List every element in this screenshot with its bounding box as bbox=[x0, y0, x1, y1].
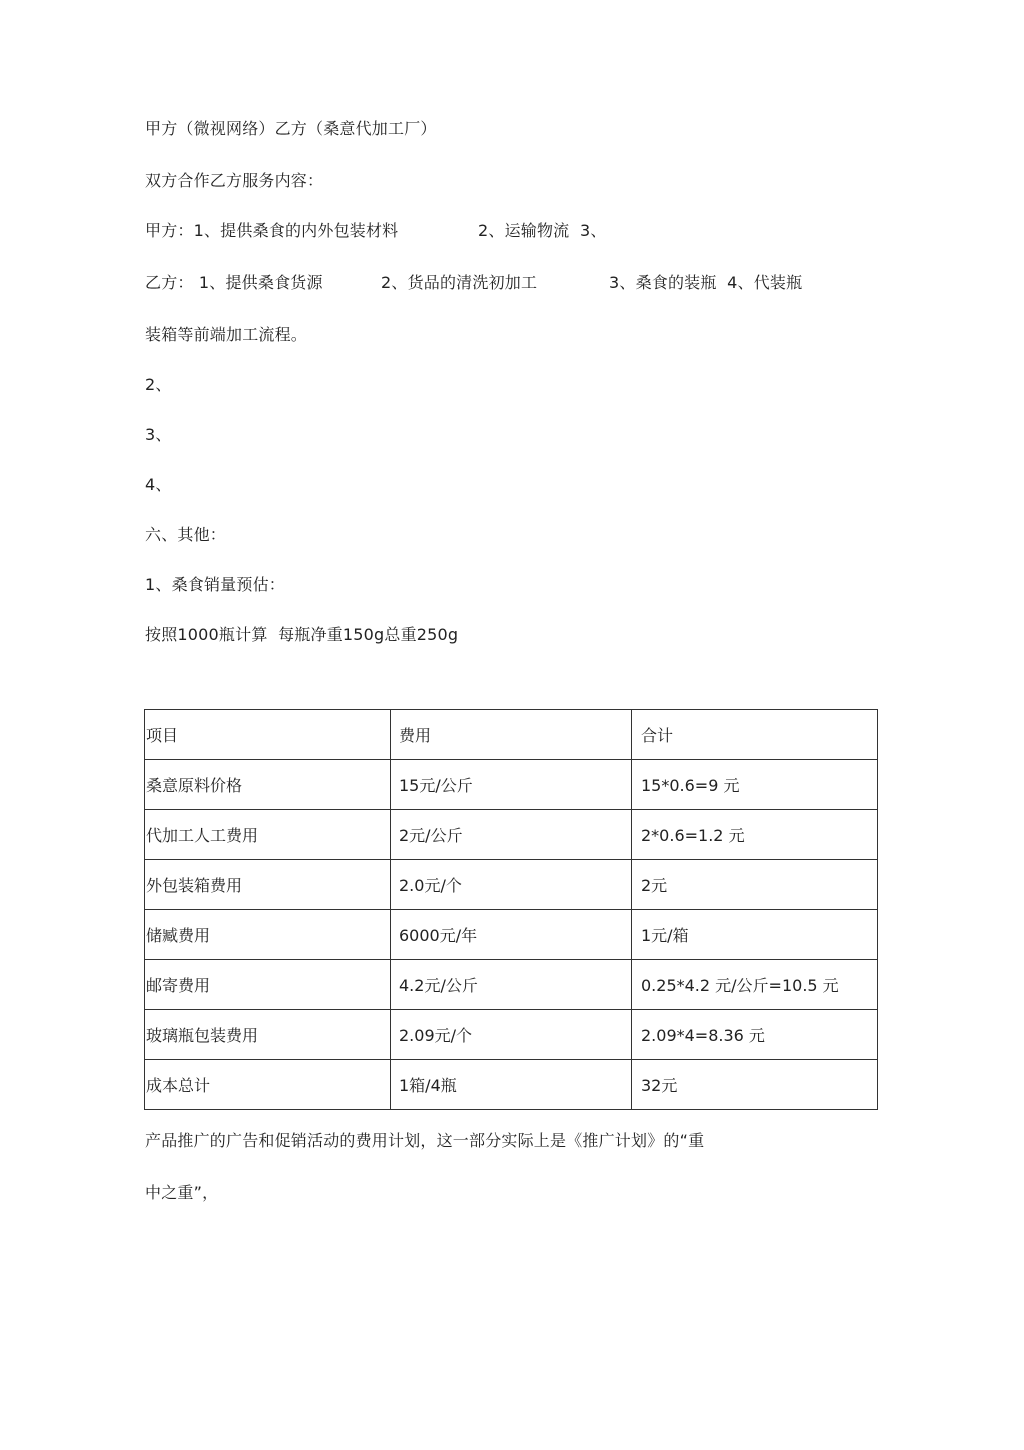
table-row-total bbox=[145, 1060, 878, 1110]
party-b-line bbox=[145, 273, 865, 293]
row-item-cell: 邮寄费用 bbox=[145, 960, 391, 1010]
table-row bbox=[145, 960, 878, 1010]
list-number-4: 4、 bbox=[145, 475, 172, 494]
cost-table bbox=[144, 709, 878, 1110]
calc-basis-line: 按照1000瓶计算 每瓶净重150g总重250g bbox=[145, 625, 459, 644]
table-row bbox=[145, 860, 878, 910]
row-item-cell: 玻璃瓶包装费用 bbox=[145, 1010, 391, 1060]
header-total: 合计 bbox=[632, 710, 878, 760]
party-a-item1: 甲方：1、提供桑食的内外包装材料 bbox=[145, 221, 399, 240]
row-total-cell: 32元 bbox=[632, 1060, 878, 1110]
row-total-cell: 2.09*4=8.36 元 bbox=[632, 1010, 878, 1060]
party-a-item2: 2、运输物流 3、 bbox=[478, 221, 607, 240]
party-b-item2: 2、货品的清洗初加工 bbox=[381, 273, 538, 292]
party-b-continuation: 装箱等前端加工流程。 bbox=[145, 325, 308, 344]
row-total-cell: 2*0.6=1.2 元 bbox=[632, 810, 878, 860]
sales-estimate-heading: 1、桑食销量预估： bbox=[145, 575, 285, 594]
row-item-cell: 成本总计 bbox=[145, 1060, 391, 1110]
party-b-item1: 乙方： 1、提供桑食货源 bbox=[145, 273, 323, 292]
cooperation-heading: 双方合作乙方服务内容： bbox=[145, 171, 324, 190]
row-cost-cell: 4.2元/公斤 bbox=[391, 960, 632, 1010]
header-item: 项目 bbox=[145, 710, 391, 760]
table-row bbox=[145, 810, 878, 860]
party-b-item3: 3、桑食的装瓶 4、代装瓶 bbox=[609, 273, 803, 292]
promo-paragraph-line1: 产品推广的广告和促销活动的费用计划，这一部分实际上是《推广计划》的“重 bbox=[145, 1131, 705, 1150]
row-cost-cell: 2.0元/个 bbox=[391, 860, 632, 910]
row-cost-cell: 1箱/4瓶 bbox=[391, 1060, 632, 1110]
row-cost-cell: 15元/公斤 bbox=[391, 760, 632, 810]
party-a-line bbox=[145, 221, 845, 241]
row-item-cell: 储臧费用 bbox=[145, 910, 391, 960]
table-header-row bbox=[145, 710, 878, 760]
row-item-cell: 外包装箱费用 bbox=[145, 860, 391, 910]
row-item-cell: 代加工人工费用 bbox=[145, 810, 391, 860]
list-number-2: 2、 bbox=[145, 375, 172, 394]
list-number-3: 3、 bbox=[145, 425, 172, 444]
row-cost-cell: 2元/公斤 bbox=[391, 810, 632, 860]
table-row bbox=[145, 1010, 878, 1060]
section-six-heading: 六、其他： bbox=[145, 525, 227, 544]
table-row bbox=[145, 910, 878, 960]
parties-line: 甲方（微视网络）乙方（桑意代加工厂） bbox=[145, 119, 437, 138]
promo-paragraph-line2: 中之重”， bbox=[145, 1183, 219, 1202]
row-cost-cell: 2.09元/个 bbox=[391, 1010, 632, 1060]
row-total-cell: 2元 bbox=[632, 860, 878, 910]
row-item-cell: 桑意原料价格 bbox=[145, 760, 391, 810]
row-total-cell: 0.25*4.2 元/公斤=10.5 元 bbox=[632, 960, 878, 1010]
row-total-cell: 15*0.6=9 元 bbox=[632, 760, 878, 810]
row-cost-cell: 6000元/年 bbox=[391, 910, 632, 960]
row-total-cell: 1元/箱 bbox=[632, 910, 878, 960]
header-cost: 费用 bbox=[391, 710, 632, 760]
table-row bbox=[145, 760, 878, 810]
